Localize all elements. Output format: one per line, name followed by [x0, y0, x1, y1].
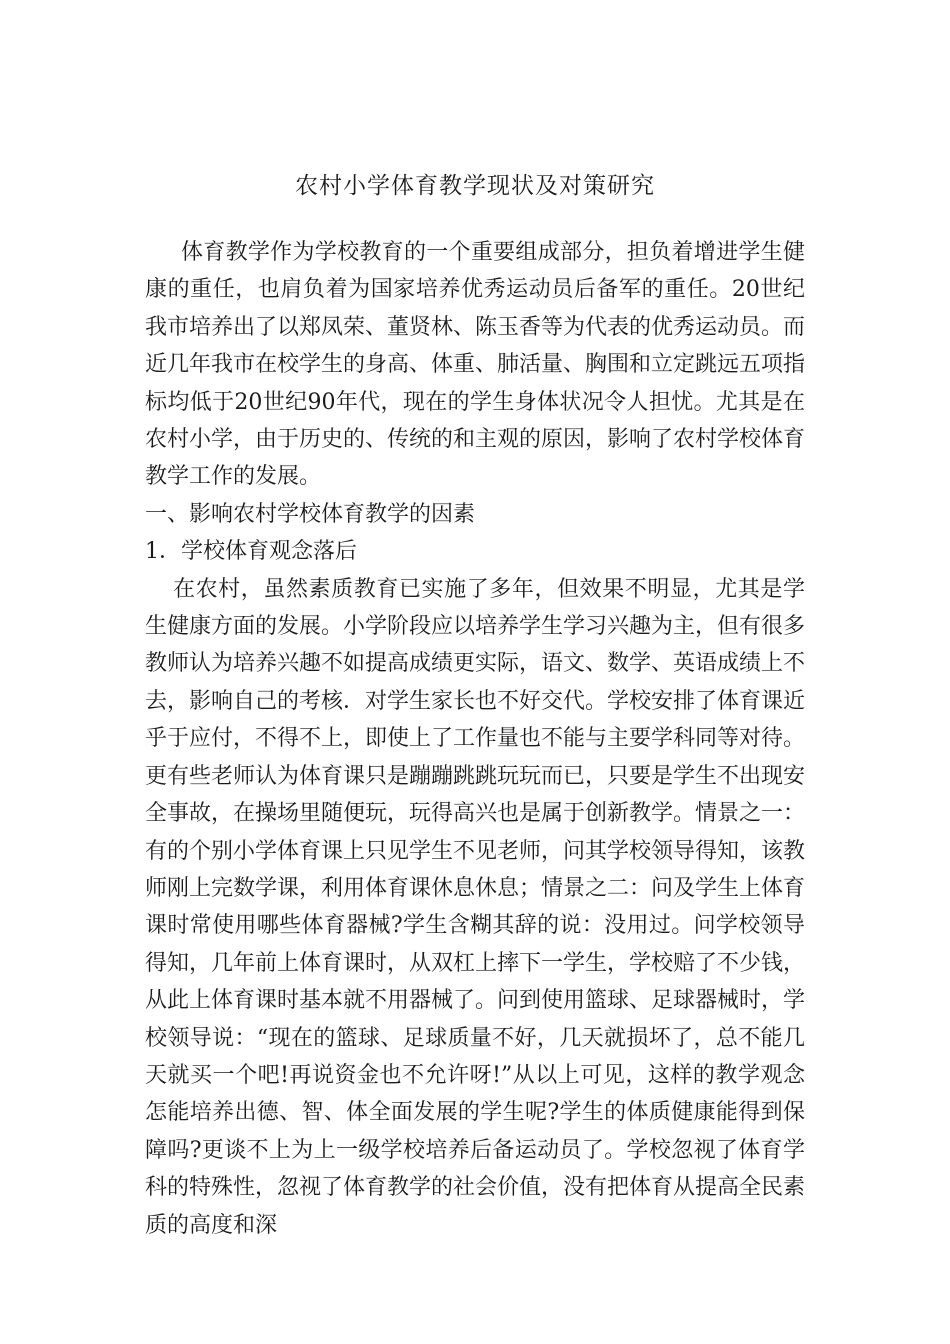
subsection-heading: 1．学校体育观念落后 [145, 539, 357, 565]
document-title: 农村小学体育教学现状及对策研究 [295, 173, 655, 199]
subsection-paragraph: 在农村，虽然素质教育已实施了多年，但效果不明显，尤其是学生健康方面的发展。小学阶段应以培养学生学习兴趣为主，但有很多教师认为培养兴趣不如提高成绩更实际，语文、数学、英语成绩上不去，影响自己的考核．对学生家长也不好交代。学校安排了体育课近乎于应付，不得不上，即使上了工作量也不能与主要学科同等对待。更有些老师认为体育课只是蹦蹦跳跳玩玩而已，只要是学生不出现安全事故，在操场里随便玩，玩得高兴也是属于创新教学。情景之一：有的个别小学体育课上只见学生不见老师，问其学校领导得知，该教师刚上完数学课，利用体育课休息休息；情景之二：问及学生上体育课时常使用哪些体育器械?学生含糊其辞的说：没用过。问学校领导得知，几年前上体育课时，从双杠上摔下一学生，学校赔了不少钱，从此上体育课时基本就不用器械了。问到使用篮球、足球器械时，学校领导说：“现在的篮球、足球质量不好，几天就损坏了，总不能几天就买一个吧!再说资金也不允许呀!”从以上可见，这样的教学观念怎能培养出德、智、体全面发展的学生呢?学生的体质健康能得到保障吗?更谈不上为上一级学校培养后备运动员了。学校忽视了体育学科的特殊性，忽视了体育教学的社会价值，没有把体育从提高全民素质的高度和深 [145, 576, 806, 1238]
section-heading: 一、影响农村学校体育教学的因素 [145, 501, 476, 527]
document-body [145, 234, 805, 1244]
intro-paragraph: 体育教学作为学校教育的一个重要组成部分，担负着增进学生健康的重任，也肩负着为国家培养优秀运动员后备军的重任。20世纪我市培养出了以郑凤荣、董贤林、陈玉香等为代表的优秀运动员。而近几年我市在校学生的身高、体重、肺活量、胸围和立定跳远五项指标均低于20世纪90年代，现在的学生身体状况令人担忧。尤其是在农村小学，由于历史的、传统的和主观的原因，影响了农村学校体育教学工作的发展。 [145, 240, 806, 490]
